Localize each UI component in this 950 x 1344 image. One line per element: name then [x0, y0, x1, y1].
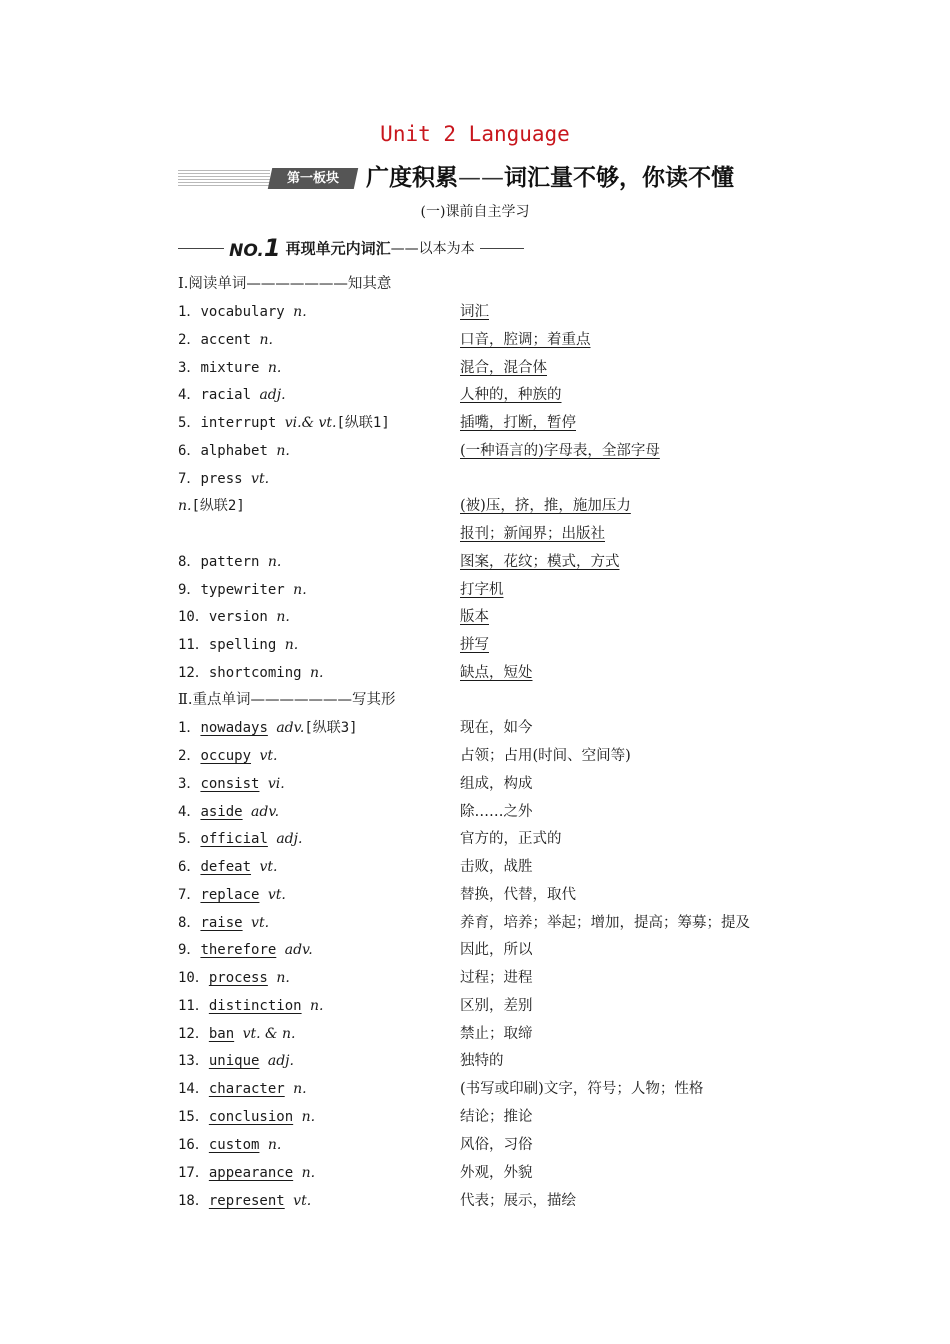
list-item: 4．racial adj. 人种的，种族的: [178, 382, 818, 408]
list-item: 3．consist vi. 组成，构成: [178, 771, 818, 797]
list-item: 18．represent vt. 代表；展示，描绘: [178, 1188, 818, 1214]
list-item: 1．vocabulary n. 词汇: [178, 299, 818, 325]
subtitle: (一)课前自主学习: [420, 204, 530, 220]
list-item: 7．press vt.: [178, 471, 270, 487]
page-title: Unit 2 Language: [380, 122, 570, 146]
list-item: 14．character n. (书写或印刷)文字，符号；人物；性格: [178, 1076, 818, 1102]
meaning: 结论；推论: [460, 1109, 533, 1125]
meaning: 风俗，习俗: [460, 1137, 533, 1153]
list-item: 8．pattern n. 图案，花纹；模式，方式: [178, 549, 818, 575]
section-marker: [178, 234, 558, 262]
banner-heading: 广度积累——词汇量不够，你读不懂: [366, 165, 734, 191]
list-item: 3．mixture n. 混合，混合体: [178, 355, 818, 381]
banner-tag: 第一板块: [268, 168, 358, 189]
meaning: 独特的: [460, 1053, 504, 1069]
list-item: 5．interrupt vi.& vt.[纵联1] 插嘴，打断，暂停: [178, 410, 818, 436]
divider: [178, 248, 224, 249]
part2-heading: Ⅱ.重点单词———————写其形: [178, 692, 396, 708]
list-item: 10．version n. 版本: [178, 604, 818, 630]
meaning: 人种的，种族的: [460, 387, 562, 403]
meaning: 区别，差别: [460, 998, 533, 1014]
list-item: 6．defeat vt. 击败，战胜: [178, 854, 818, 880]
list-item: 11．spelling n. 拼写: [178, 632, 818, 658]
meaning: 口音，腔调；着重点: [460, 332, 591, 348]
meaning: 混合，混合体: [460, 360, 547, 376]
banner-stripes: [178, 170, 270, 186]
list-item: 11．distinction n. 区别，差别: [178, 993, 818, 1019]
meaning: 过程；进程: [460, 970, 533, 986]
list-item: 16．custom n. 风俗，习俗: [178, 1132, 818, 1158]
meaning: 外观，外貌: [460, 1165, 533, 1181]
list-item: 7．replace vt. 替换，代替，取代: [178, 882, 818, 908]
list-item: 10．process n. 过程；进程: [178, 965, 818, 991]
list-item: 8．raise vt. 养育，培养；举起；增加，提高；筹募；提及: [178, 910, 818, 936]
list-item: 1．nowadays adv.[纵联3] 现在，如今: [178, 715, 818, 741]
meaning: 代表；展示，描绘: [460, 1193, 576, 1209]
list-item: 9．typewriter n. 打字机: [178, 577, 818, 603]
list-item: 12．shortcoming n. 缺点，短处: [178, 660, 818, 686]
list-item: 12．ban vt. & n. 禁止；取缔: [178, 1021, 818, 1047]
section-tail: ——以本为本: [390, 241, 475, 257]
meaning: 打字机: [460, 582, 504, 598]
section-heading: 再现单元内词汇: [285, 239, 391, 258]
meaning: 替换，代替，取代: [460, 887, 576, 903]
meaning: 拼写: [460, 637, 489, 653]
list-item: 4．aside adv. 除……之外: [178, 799, 818, 825]
meaning: 现在，如今: [460, 720, 533, 736]
list-item: 6．alphabet n. (一种语言的)字母表，全部字母: [178, 438, 818, 464]
meaning: 官方的，正式的: [460, 831, 562, 847]
meaning: 缺点，短处: [460, 665, 533, 681]
meaning: 插嘴，打断，暂停: [460, 415, 576, 431]
part1-heading: Ⅰ.阅读单词———————知其意: [178, 276, 392, 292]
meaning: 报刊；新闻界；出版社: [460, 526, 605, 542]
meaning: 图案，花纹；模式，方式: [460, 554, 620, 570]
list-item: 2．occupy vt. 占领；占用(时间、空间等): [178, 743, 818, 769]
meaning: 禁止；取缔: [460, 1026, 533, 1042]
list-item: 13．unique adj. 独特的: [178, 1048, 818, 1074]
list-item: 15．conclusion n. 结论；推论: [178, 1104, 818, 1130]
meaning: (一种语言的)字母表，全部字母: [460, 443, 660, 459]
section-number: NO.1: [229, 234, 281, 262]
list-item: n.[纵联2] (被)压，挤，推，施加压力: [178, 493, 818, 519]
meaning: 版本: [460, 609, 489, 625]
meaning: 击败，战胜: [460, 859, 533, 875]
list-item: 2．accent n. 口音，腔调；着重点: [178, 327, 818, 353]
meaning: (书写或印刷)文字，符号；人物；性格: [460, 1081, 704, 1097]
meaning: 除……之外: [460, 804, 533, 820]
section-banner: [178, 160, 778, 196]
list-item: [178, 521, 818, 547]
meaning: (被)压，挤，推，施加压力: [460, 498, 631, 514]
list-item: 5．official adj. 官方的，正式的: [178, 826, 818, 852]
meaning: 词汇: [460, 304, 489, 320]
list-item: 17．appearance n. 外观，外貌: [178, 1160, 818, 1186]
meaning: 因此，所以: [460, 942, 533, 958]
meaning: 占领；占用(时间、空间等): [460, 748, 631, 764]
meaning: 养育，培养；举起；增加，提高；筹募；提及: [460, 915, 750, 931]
list-item: 9．therefore adv. 因此，所以: [178, 937, 818, 963]
meaning: 组成，构成: [460, 776, 533, 792]
divider: [480, 248, 524, 249]
